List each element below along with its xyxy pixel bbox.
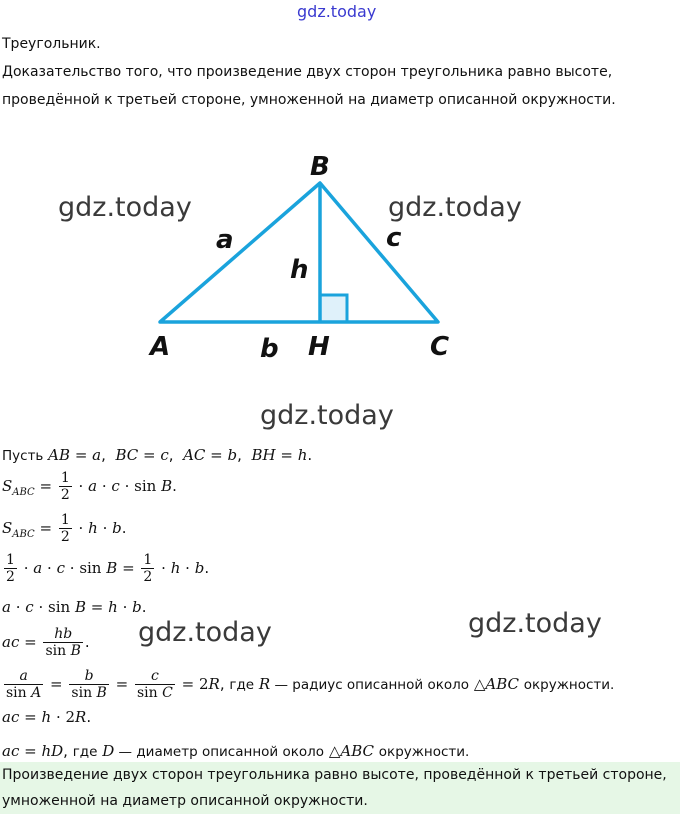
d-description: — диаметр описанной около bbox=[114, 744, 325, 760]
math-line-ac-hd: ac = hD, где D — диаметр описанной около △ABC окружности. bbox=[2, 742, 470, 760]
circle-word-2: окружности. bbox=[378, 744, 470, 760]
math-line-ac: ac = $\frac{hb}{\text{sin B}}$ . bbox=[2, 626, 90, 659]
r-description: — радиус описанной около bbox=[270, 677, 470, 693]
label-side-c: c bbox=[386, 223, 402, 253]
where-r-word: где bbox=[229, 677, 255, 693]
label-foot-h: H bbox=[308, 332, 330, 362]
triangle-figure bbox=[0, 140, 680, 370]
math-line-area-2: $S_{ABC}$ = $\frac{1}{2}$ · h · b. bbox=[2, 512, 127, 545]
math-line-let: Пусть AB = a, BC = c, AC = b, BH = h. bbox=[2, 446, 313, 464]
label-vertex-c: C bbox=[430, 332, 450, 362]
where-d-word: где bbox=[72, 744, 98, 760]
label-vertex-b: B bbox=[310, 152, 330, 182]
watermark-lower-left: gdz.today bbox=[138, 617, 272, 648]
intro-line-2: Доказательство того, что произведение двух сторон треугольника равно высоте, bbox=[2, 64, 613, 80]
label-vertex-a: A bbox=[150, 332, 171, 362]
circle-word-1: окружности. bbox=[523, 677, 615, 693]
math-line-equate: $\frac{1}{2}$ · a · c · sin B = $\frac{1}{2}$ · h · b. bbox=[6, 552, 210, 585]
watermark-lower-right: gdz.today bbox=[468, 608, 602, 639]
math-line-sine-law: $\frac{a}{\text{sin A}}$ = $\frac{b}{\text{sin B}}$ = $\frac{c}{\text{sin C}}$ = 2R, где R — радиус описанной около △ABC окружности. bbox=[6, 668, 615, 701]
intro-line-3: проведённой к третьей стороне, умноженной на диаметр описанной окружности. bbox=[2, 92, 616, 108]
label-side-b: b bbox=[260, 334, 279, 364]
watermark-top: gdz.today bbox=[297, 2, 377, 21]
watermark-right: gdz.today bbox=[388, 192, 522, 223]
conclusion-line-1: Произведение двух сторон треугольника равно высоте, проведённой к третьей стороне, bbox=[2, 767, 667, 783]
label-side-a: a bbox=[216, 225, 234, 255]
math-line-area-1: $S_{ABC}$ = $\frac{1}{2}$ · a · c · sin B. bbox=[2, 470, 177, 503]
conclusion-line-2: умноженной на диаметр описанной окружности. bbox=[2, 793, 368, 809]
watermark-left: gdz.today bbox=[58, 192, 192, 223]
math-line-simplify: a · c · sin B = h · b. bbox=[2, 598, 147, 616]
watermark-center: gdz.today bbox=[260, 400, 394, 431]
math-line-ac-2r: ac = h · 2R. bbox=[2, 708, 92, 726]
intro-text bbox=[2, 30, 616, 114]
label-height-h: h bbox=[290, 255, 309, 285]
let-word: Пусть bbox=[2, 448, 44, 464]
intro-line-1: Треугольник. bbox=[2, 36, 101, 52]
right-angle-mark bbox=[320, 295, 347, 322]
conclusion-box bbox=[0, 762, 680, 814]
